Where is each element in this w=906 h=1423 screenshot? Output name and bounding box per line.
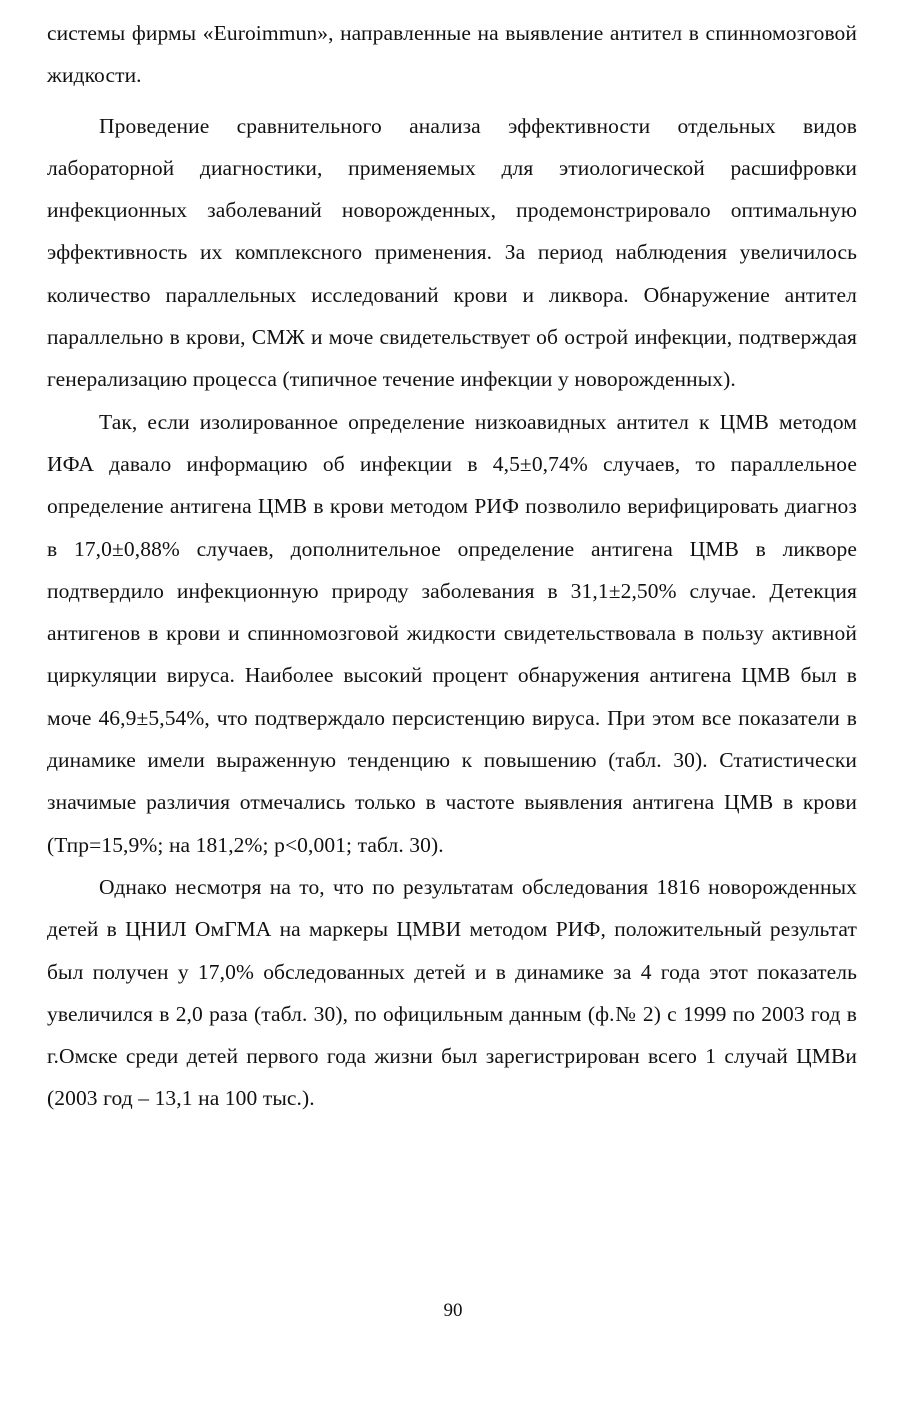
paragraph-official-data: Однако несмотря на то, что по результатам обследования 1816 новорожденных детей в ЦНИЛ ОмГМА на маркеры ЦМВИ методом РИФ, положительный результат был получен у 17,0% обследованных детей и в динамике за 4 года этот показатель увеличился в 2,0 раза (табл. 30), по официльным данным (ф.№ 2) с 1999 по 2003 год в г.Омске среди детей первого года жизни был зарегистрирован всего 1 случай ЦМВи (2003 год – 13,1 на 100 тыс.). (47, 874, 857, 1111)
paragraph-continuation: системы фирмы «Euroimmun», направленные на выявление антител в спинномозговой жидкости. (47, 21, 857, 88)
paragraph-detection-results: Так, если изолированное определение низкоавидных антител к ЦМВ методом ИФА давало информацию об инфекции в 4,5±0,74% случаев, то параллельное определение антигена ЦМВ в крови методом РИФ позволило верифицировать диагноз в 17,0±0,88% случаев, дополнительное определение антигена ЦМВ в ликворе подтвердило инфекционную природу заболевания в 31,1±2,50% случае. Детекция антигенов в крови и спинномозговой жидкости свидетельствовала в пользу активной циркуляции вируса. Наиболее высокий процент обнаружения антигена ЦМВ был в моче 46,9±5,54%, что подтверждало персистенцию вируса. При этом все показатели в динамике имели выраженную тенденцию к повышению (табл. 30). Статистически значимые различия отмечались только в частоте выявления антигена ЦМВ в крови (Тпр=15,9%; на 181,2%; р<0,001; табл. 30). (47, 409, 857, 857)
paragraph-comparative-analysis: Проведение сравнительного анализа эффективности отдельных видов лабораторной диагностики, применяемых для этиологической расшифровки инфекционных заболеваний новорожденных, продемонстрировало оптимальную эффективность их комплексного применения. За период наблюдения увеличилось количество параллельных исследований крови и ликвора. Обнаружение антител параллельно в крови, СМЖ и моче свидетельствует об острой инфекции, подтверждая генерализацию процесса (типичное течение инфекции у новорожденных). (47, 113, 857, 392)
page-number: 90 (443, 1300, 463, 1321)
body-text (47, 12, 857, 1120)
